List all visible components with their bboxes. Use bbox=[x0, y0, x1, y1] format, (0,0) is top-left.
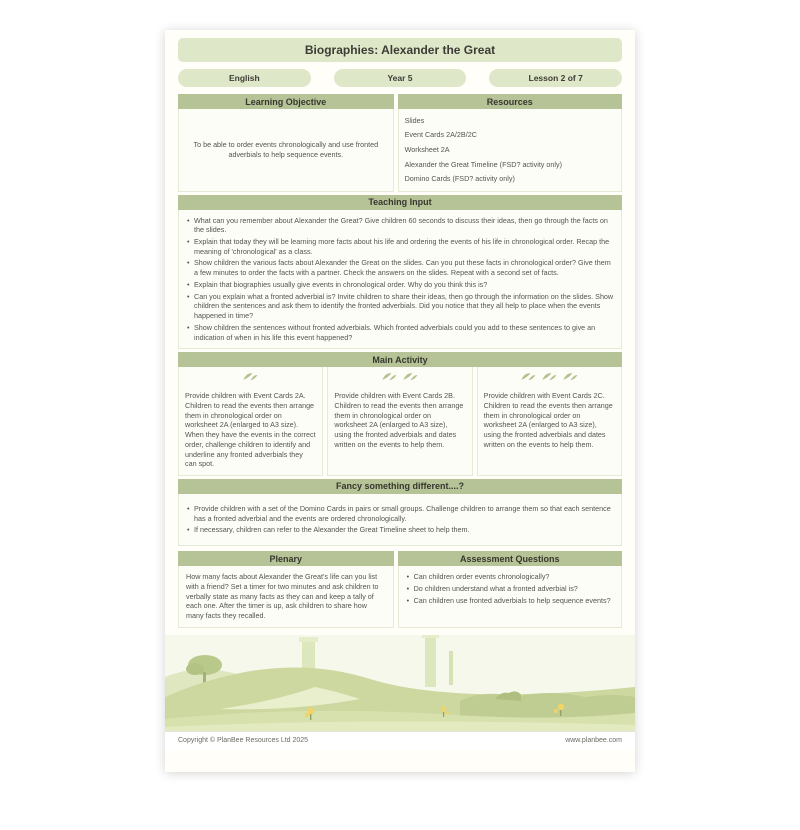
resource-item: Alexander the Great Timeline (FSD? activity only) bbox=[404, 159, 562, 169]
website-link[interactable]: www.planbee.com bbox=[565, 736, 622, 744]
main-activity-text: Provide children with Event Cards 2C. Children to read the events then arrange them in chronological order on worksheet 2A (enlarged to A3 size), using the fronted adverbials and dates written on the events to help them. bbox=[483, 391, 613, 449]
teaching-input-bullet: • Explain that today they will be learning more facts about his life and ordering the events of his life in chronological order. Recap the meaning of 'chronological' as a class. bbox=[185, 237, 615, 256]
plenary-assessment-row bbox=[178, 551, 622, 628]
teaching-input-bullet: • Show children the sentences without fronted adverbials. Which fronted adverbials could you add to these sentences to give an indication of when in his life this event happened? bbox=[185, 323, 615, 342]
page-title: Biographies: Alexander the Great bbox=[178, 38, 622, 62]
plenary-header: Plenary bbox=[178, 551, 394, 566]
difficulty-leaf-icon bbox=[185, 371, 316, 387]
learning-objective-section bbox=[178, 94, 394, 192]
assessment-questions-section bbox=[398, 551, 622, 628]
main-activity-text: Provide children with Event Cards 2B. Children to read the events then arrange them in chronological order on worksheet 2A (enlarged to A3 size), using the fronted adverbials and dates written on the events to help them. bbox=[334, 391, 464, 449]
teaching-input-bullet: • Can you explain what a fronted adverbial is? Invite children to share their ideas, then go through the information on the slides. Show children the sentences and ask them to identify the fronted adverbials. Did you notice that they all help to place when the events happened in time? bbox=[185, 292, 615, 321]
fancy-something-different-header: Fancy something different....? bbox=[178, 479, 622, 494]
assessment-questions-header: Assessment Questions bbox=[398, 551, 622, 566]
meta-pills bbox=[178, 69, 622, 87]
copyright-text: Copyright © PlanBee Resources Ltd 2025 bbox=[178, 736, 309, 744]
resource-item: Slides bbox=[404, 115, 425, 125]
assessment-bullet: • Do children understand what a fronted adverbial is? bbox=[405, 584, 615, 594]
main-activity-section bbox=[178, 352, 622, 476]
teaching-input-header: Teaching Input bbox=[178, 195, 622, 210]
resource-item: Worksheet 2A bbox=[404, 144, 450, 154]
resources-section bbox=[398, 94, 622, 192]
learning-objective-text: To be able to order events chronologically and use fronted adverbials to help sequence events. bbox=[178, 109, 394, 192]
landscape-illustration bbox=[165, 635, 635, 731]
resource-item: Domino Cards (FSD? activity only) bbox=[404, 174, 515, 184]
main-activity-column bbox=[178, 367, 323, 476]
teaching-input-section bbox=[178, 195, 622, 350]
difficulty-leaf-icon bbox=[484, 371, 615, 387]
teaching-input-bullet: • Explain that biographies usually give events in chronological order. Why do you think this is? bbox=[185, 280, 615, 290]
main-activity-column bbox=[477, 367, 622, 476]
fancy-bullet: • Provide children with a set of the Domino Cards in pairs or small groups. Challenge children to arrange them so that each sentence has a fronted adverbial and the events are ordered chronologically. bbox=[185, 504, 615, 523]
subject-pill: English bbox=[178, 69, 311, 87]
teaching-input-bullet: • What can you remember about Alexander the Great? Give children 60 seconds to discuss their ideas, then go through the facts on the slides. bbox=[185, 216, 615, 235]
plenary-text: How many facts about Alexander the Great's life can you list with a friend? Set a timer for two minutes and ask children to verbally state as many facts as they can and keep a tally of each one. After the timer is up, ask children to share how many facts they recalled. bbox=[178, 566, 394, 628]
resources-list bbox=[398, 109, 622, 192]
assessment-bullet: • Can children use fronted adverbials to help sequence events? bbox=[405, 596, 615, 606]
year-group-pill: Year 5 bbox=[334, 69, 467, 87]
fancy-bullets bbox=[185, 504, 615, 535]
lesson-number-pill: Lesson 2 of 7 bbox=[489, 69, 622, 87]
assessment-bullets bbox=[405, 572, 615, 605]
resources-header: Resources bbox=[398, 94, 622, 109]
main-activity-text: Provide children with Event Cards 2A. Children to read the events then arrange them in chronological order on worksheet 2A (enlarged to A3 size). When they have the events in the correct order, challenge children to identify and underline any fronted adverbials they can spot. bbox=[185, 391, 316, 469]
resource-item: Event Cards 2A/2B/2C bbox=[404, 130, 477, 140]
page-footer bbox=[165, 731, 635, 750]
main-activity-column bbox=[327, 367, 472, 476]
fancy-something-different-section bbox=[178, 479, 622, 546]
teaching-input-bullets bbox=[185, 216, 615, 343]
fancy-bullet: • If necessary, children can refer to the Alexander the Great Timeline sheet to help them. bbox=[185, 525, 615, 535]
plenary-section bbox=[178, 551, 394, 628]
objective-resources-row bbox=[178, 94, 622, 192]
main-activity-columns bbox=[178, 367, 622, 476]
main-activity-header: Main Activity bbox=[178, 352, 622, 367]
lesson-plan-page bbox=[165, 30, 635, 772]
difficulty-leaf-icon bbox=[334, 371, 465, 387]
learning-objective-header: Learning Objective bbox=[178, 94, 394, 109]
teaching-input-bullet: • Show children the various facts about Alexander the Great on the slides. Can you put these facts in chronological order? Give them a few minutes to order the facts with a partner. Check the answers on the slides. Repeat with a second set of facts. bbox=[185, 258, 615, 277]
assessment-bullet: • Can children order events chronologically? bbox=[405, 572, 615, 582]
